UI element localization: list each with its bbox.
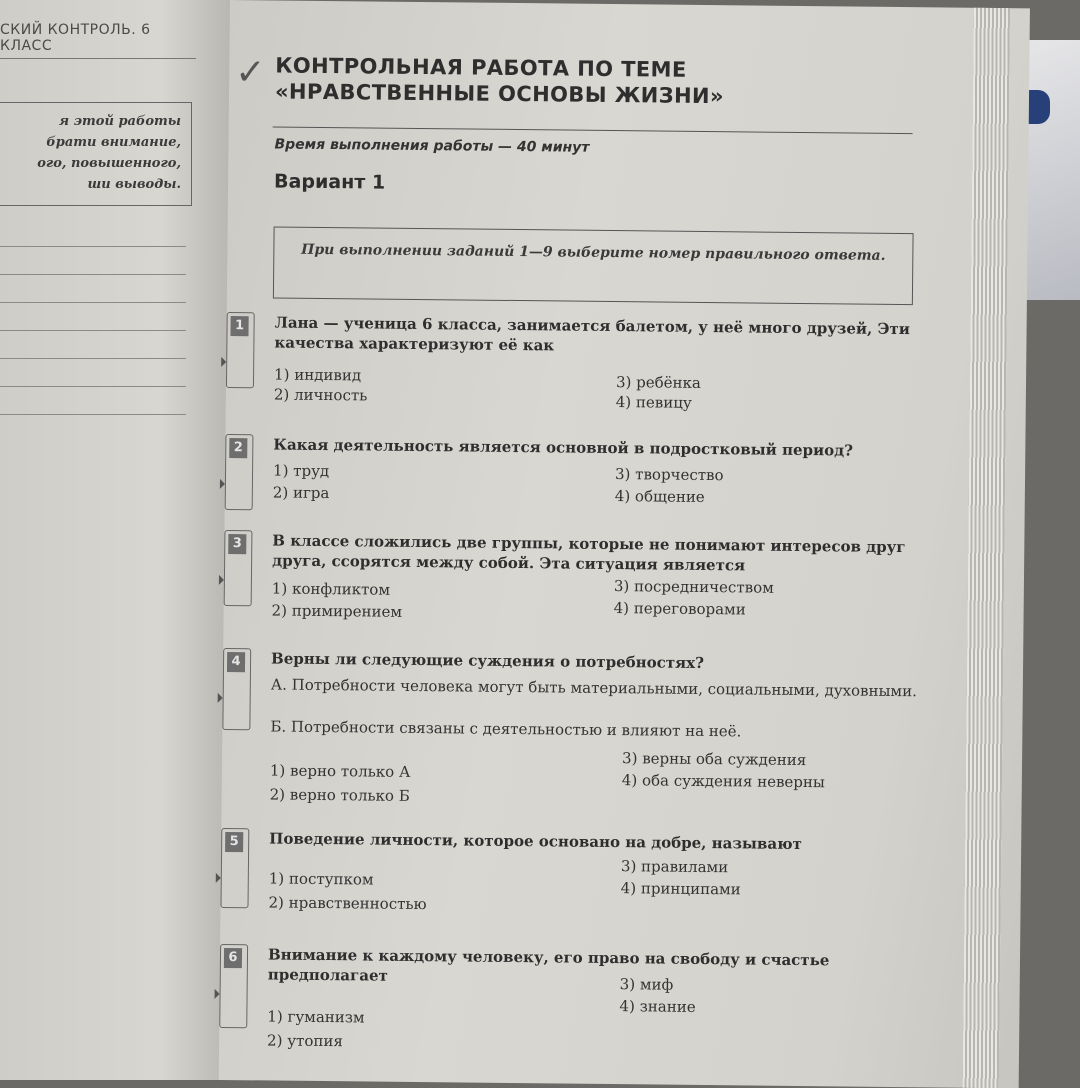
page-edge (963, 8, 1010, 1088)
question-block (227, 312, 927, 412)
answer-option[interactable]: 1) гуманизм (267, 1007, 365, 1027)
question-number: 2 (229, 438, 247, 458)
answer-rule (0, 358, 186, 359)
marker-arrow-icon (221, 357, 226, 367)
question-text: В классе сложились две группы, которые не понимают интересов друг друга, ссорятся между собой. Эта ситуация является (272, 531, 906, 575)
left-note-box (0, 102, 192, 206)
answer-rule (0, 330, 186, 331)
answer-option[interactable]: 3) верны оба суждения (621, 749, 807, 770)
answer-option[interactable]: 1) индивид (273, 365, 362, 385)
answer-rule (0, 414, 186, 415)
question-number-box (224, 530, 253, 606)
title-divider (273, 126, 913, 134)
page-title (275, 52, 724, 109)
question-number: 3 (228, 534, 246, 554)
marker-arrow-icon (219, 575, 224, 585)
answer-option[interactable]: 4) певицу (615, 393, 692, 412)
answer-option[interactable]: 1) труд (272, 461, 330, 481)
instruction-box: При выполнении заданий 1—9 выберите номер правильного ответа. (273, 226, 914, 305)
question-number-box (219, 944, 248, 1028)
answer-option[interactable]: 2) верно только Б (269, 785, 410, 805)
answer-rule (0, 274, 186, 275)
answer-option[interactable]: 4) принципами (620, 879, 741, 899)
marker-arrow-icon (220, 479, 225, 489)
question-text: Поведение личности, которое основано на добре, называют (269, 829, 802, 854)
question-number: 6 (224, 948, 242, 968)
question-block (221, 828, 921, 914)
left-page (0, 0, 230, 1080)
answer-rule (0, 302, 186, 303)
answer-option[interactable]: 4) знание (619, 997, 696, 1016)
answer-option[interactable]: 4) переговорами (613, 599, 746, 619)
answer-option[interactable]: 2) утопия (267, 1031, 343, 1051)
question-number: 5 (225, 832, 243, 852)
statement-b: Б. Потребности связаны с деятельностью и влияют на неё. (270, 717, 742, 741)
answer-option[interactable]: 3) правилами (620, 857, 729, 877)
checkmark-icon: ✓ (235, 52, 266, 94)
answer-option[interactable]: 2) примирением (271, 601, 403, 621)
question-text: Внимание к каждому человеку, его право на свободу и счастье предполагает (267, 945, 830, 985)
note-line: я этой работы (58, 114, 181, 129)
answer-option[interactable]: 2) нравственностью (268, 893, 427, 914)
answer-option[interactable]: 4) оба суждения неверны (621, 771, 825, 792)
answer-option[interactable]: 3) ребёнка (615, 373, 701, 392)
question-text: Верны ли следующие суждения о потребностях? (271, 649, 705, 672)
question-block (225, 434, 925, 506)
title-line-2: «НРАВСТВЕННЫЕ ОСНОВЫ ЖИЗНИ» (274, 79, 725, 109)
question-block (224, 530, 924, 621)
note-line: ши выводы. (87, 177, 181, 192)
variant-label: Вариант 1 (273, 170, 386, 194)
right-page (219, 0, 1030, 1088)
question-text: Лана — ученица 6 класса, занимается балетом, у неё много друзей, Эти качества характеризуют её как (274, 313, 910, 355)
answer-rule (0, 246, 186, 247)
note-line: брати внимание, (46, 135, 181, 150)
question-number-box (226, 312, 255, 388)
answer-option[interactable]: 1) конфликтом (271, 579, 391, 599)
question-text: Какая деятельность является основной в подростковый период? (273, 435, 854, 460)
answer-option[interactable]: 3) миф (619, 975, 674, 994)
answer-option[interactable]: 3) посредничеством (613, 577, 774, 597)
answer-option[interactable]: 2) игра (272, 483, 330, 503)
question-number: 4 (227, 652, 245, 672)
statement-a: А. Потребности человека могут быть материальными, социальными, духовными. (270, 675, 918, 701)
answer-option[interactable]: 1) верно только А (269, 761, 411, 781)
answer-option[interactable]: 3) творчество (614, 465, 724, 485)
title-line-1: КОНТРОЛЬНАЯ РАБОТА ПО ТЕМЕ (275, 53, 687, 82)
question-block (220, 944, 920, 1051)
answer-rule (0, 386, 186, 387)
answer-option[interactable]: 4) общение (614, 487, 705, 506)
answer-option[interactable]: 1) поступком (268, 869, 374, 889)
marker-arrow-icon (215, 989, 220, 999)
time-limit: Время выполнения работы — 40 минут (274, 136, 590, 156)
marker-arrow-icon (216, 873, 221, 883)
answer-option[interactable]: 2) личность (273, 385, 368, 405)
question-number-box (220, 828, 249, 908)
marker-arrow-icon (218, 693, 223, 703)
question-number-box (222, 648, 251, 730)
note-line: ого, повышенного, (37, 156, 181, 171)
left-page-header: СКИЙ КОНТРОЛЬ. 6 КЛАСС (0, 22, 196, 59)
question-block (223, 648, 923, 805)
question-number-box (225, 434, 254, 510)
question-number: 1 (230, 316, 248, 336)
